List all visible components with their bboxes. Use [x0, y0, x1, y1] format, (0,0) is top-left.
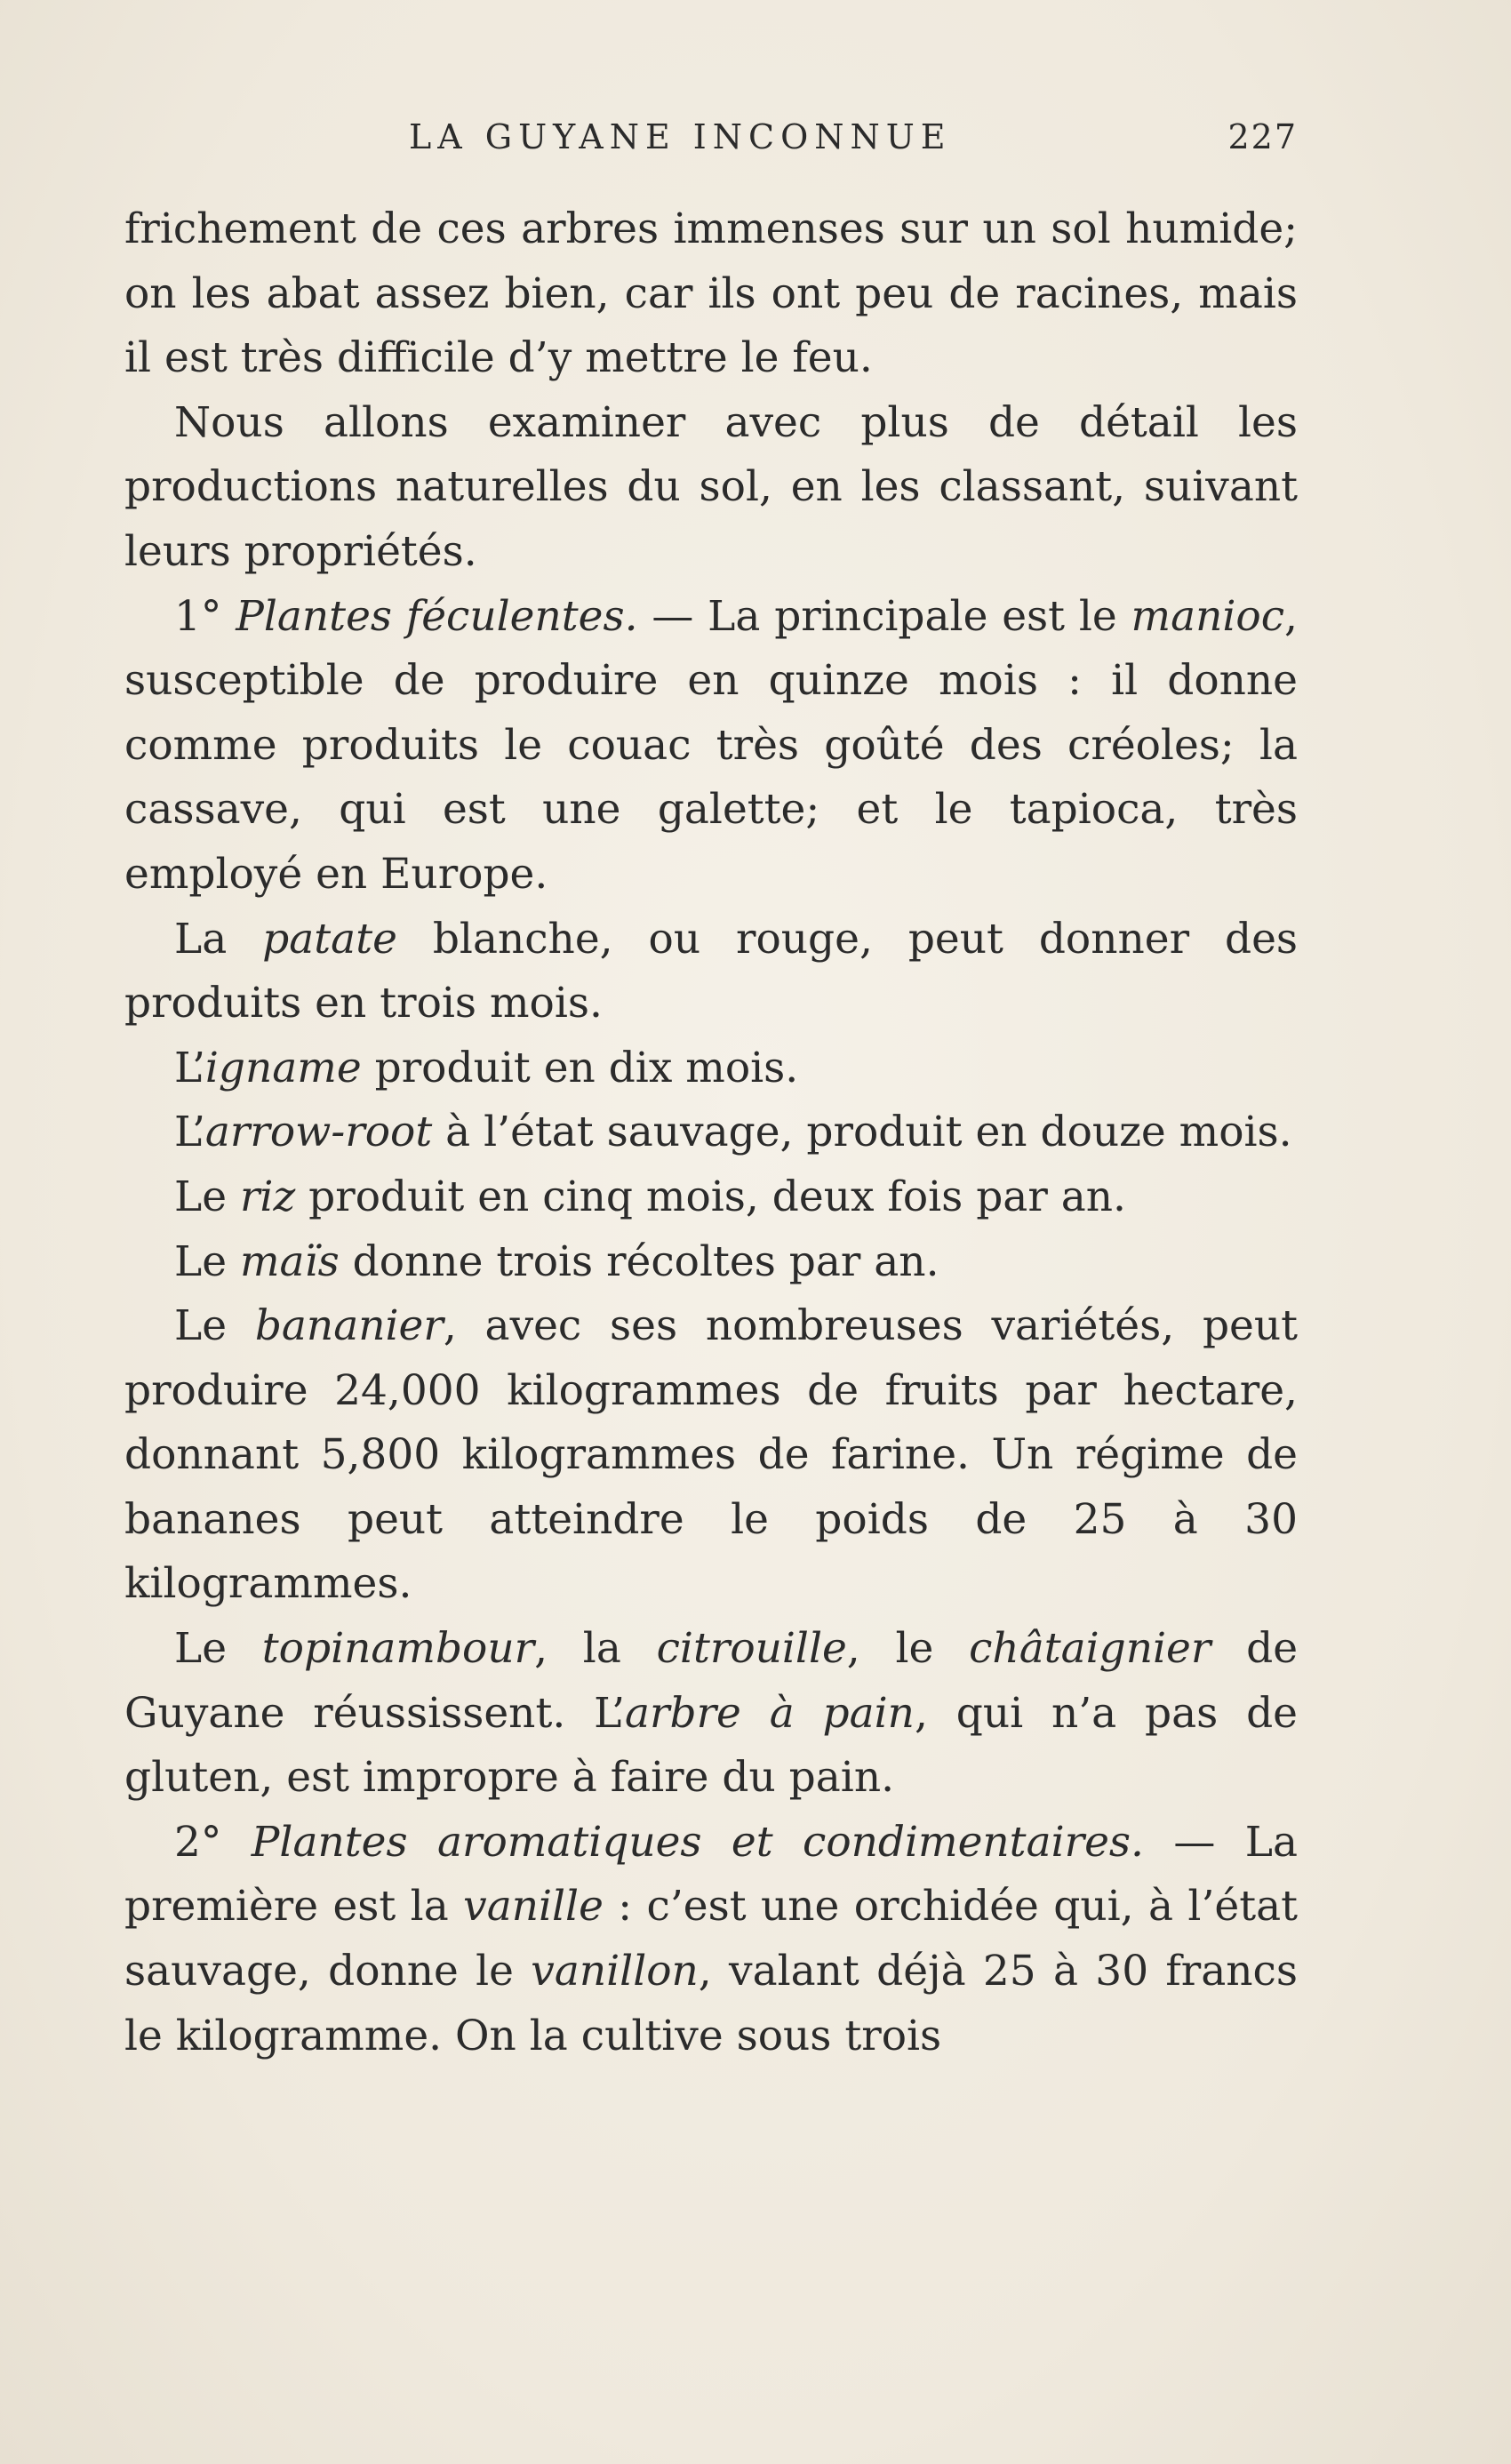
plant-term: arrow-root: [204, 1108, 433, 1157]
page-header: [124, 117, 1298, 164]
paragraph: Le maïs donne trois récoltes par an.: [174, 1236, 939, 1286]
paragraph: L’igname produit en dix mois.: [174, 1043, 799, 1092]
plant-term: bananier: [254, 1301, 444, 1351]
page-number: 227: [1227, 117, 1298, 156]
body-text: [124, 197, 1298, 2068]
paragraph: L’arrow-root à l’état sauvage, produit en douze mois.: [174, 1108, 1292, 1157]
plant-term: citrouille: [656, 1624, 847, 1674]
paragraph: Le topinambour, la citrouille, le châtaignier de Guyane réussissent. L’arbre à pain, qui n’a pas de gluten, est impropre à faire du pain.: [124, 1624, 1299, 1803]
paragraph: Le riz produit en cinq mois, deux fois par an.: [174, 1172, 1126, 1221]
plant-term: maïs: [239, 1236, 340, 1286]
plant-term: arbre à pain: [625, 1688, 915, 1738]
running-title: LA GUYANE INCONNUE: [409, 117, 952, 156]
plant-term: riz: [239, 1172, 296, 1221]
section-paragraph: 2° Plantes aromatiques et condimentaires. — La première est la vanille : c’est une orchidée qui, à l’état sauvage, donne le vanillon, valant déjà 25 à 30 francs le kilogramme. On la cultive sous trois: [124, 1817, 1298, 2060]
paragraph: frichement de ces arbres immenses sur un sol humide; on les abat assez bien, car ils ont peu de racines, mais il est très difficile d’y mettre le feu.: [124, 204, 1298, 383]
paragraph: Nous allons examiner avec plus de détail les productions naturelles du sol, en les classant, suivant leurs propriétés.: [124, 397, 1298, 576]
plant-term: manioc: [1131, 591, 1285, 641]
plant-term: igname: [204, 1043, 362, 1092]
section-heading: Plantes aromatiques et condimentaires.: [251, 1817, 1144, 1867]
section-number: 1°: [174, 591, 222, 641]
plant-term: vanillon: [531, 1947, 699, 1996]
plant-term: châtaignier: [969, 1624, 1211, 1674]
plant-term: patate: [262, 914, 397, 964]
paragraph: La patate blanche, ou rouge, peut donner des produits en trois mois.: [124, 914, 1298, 1028]
plant-term: topinambour: [261, 1624, 535, 1674]
section-paragraph: 1° Plantes féculentes. — La principale est le manioc, susceptible de produire en quinze mois : il donne comme produits le couac très goûté des créoles; la cassave, qui est une galette; et le tapioca, très employé en Europe.: [124, 591, 1298, 899]
section-heading: Plantes féculentes.: [236, 591, 638, 641]
paragraph: Le bananier, avec ses nombreuses variétés, peut produire 24,000 kilogrammes de fruits par hectare, donnant 5,800 kilogrammes de farine. Un régime de bananes peut atteindre le poids de 25 à 30 kilogrammes.: [124, 1301, 1299, 1609]
plant-term: vanille: [463, 1882, 604, 1932]
section-number: 2°: [174, 1817, 222, 1867]
